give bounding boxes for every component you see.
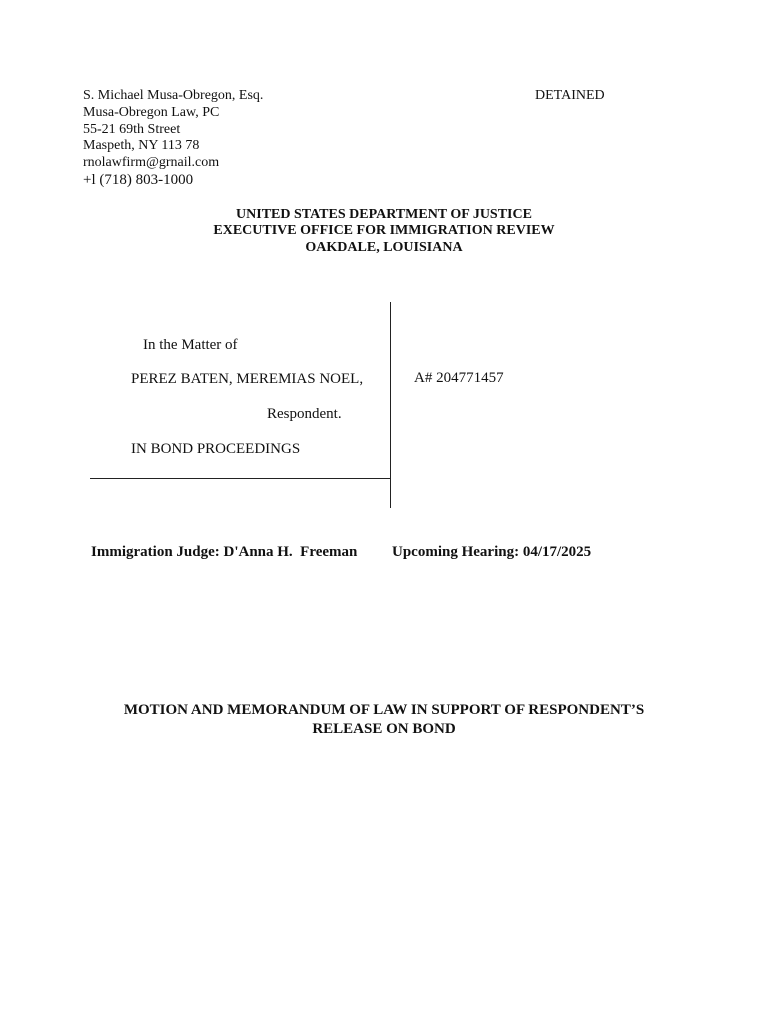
attorney-city: Maspeth, NY 113 78 xyxy=(83,138,200,153)
motion-title-line-1: MOTION AND MEMORANDUM OF LAW IN SUPPORT OF RESPONDENT’S xyxy=(123,702,645,718)
attorney-phone: +l (718) 803-1000 xyxy=(83,172,194,188)
proceedings-type: IN BOND PROCEEDINGS xyxy=(131,441,301,457)
agency-line-2: EXECUTIVE OFFICE FOR IMMIGRATION REVIEW xyxy=(213,223,555,238)
attorney-street: 55-21 69th Street xyxy=(83,122,181,137)
immigration-judge: Immigration Judge: D'Anna H. Freeman xyxy=(91,544,358,560)
alien-number: A# 204771457 xyxy=(414,370,504,386)
attorney-email: rnolawfirm@grnail.com xyxy=(83,155,220,170)
agency-line-3: OAKDALE, LOUISIANA xyxy=(305,240,463,255)
respondent-name: PEREZ BATEN, MEREMIAS NOEL, xyxy=(131,371,364,387)
upcoming-hearing: Upcoming Hearing: 04/17/2025 xyxy=(392,544,592,560)
attorney-name: S. Michael Musa-Obregon, Esq. xyxy=(83,88,264,103)
motion-title-line-2: RELEASE ON BOND xyxy=(312,721,456,737)
detained-status: DETAINED xyxy=(535,88,605,103)
attorney-firm: Musa-Obregon Law, PC xyxy=(83,105,220,120)
matter-of-label: In the Matter of xyxy=(143,337,238,353)
caption-horizontal-divider xyxy=(90,478,390,479)
respondent-label: Respondent. xyxy=(267,406,342,422)
caption-vertical-divider xyxy=(390,302,391,508)
agency-line-1: UNITED STATES DEPARTMENT OF JUSTICE xyxy=(236,207,532,222)
